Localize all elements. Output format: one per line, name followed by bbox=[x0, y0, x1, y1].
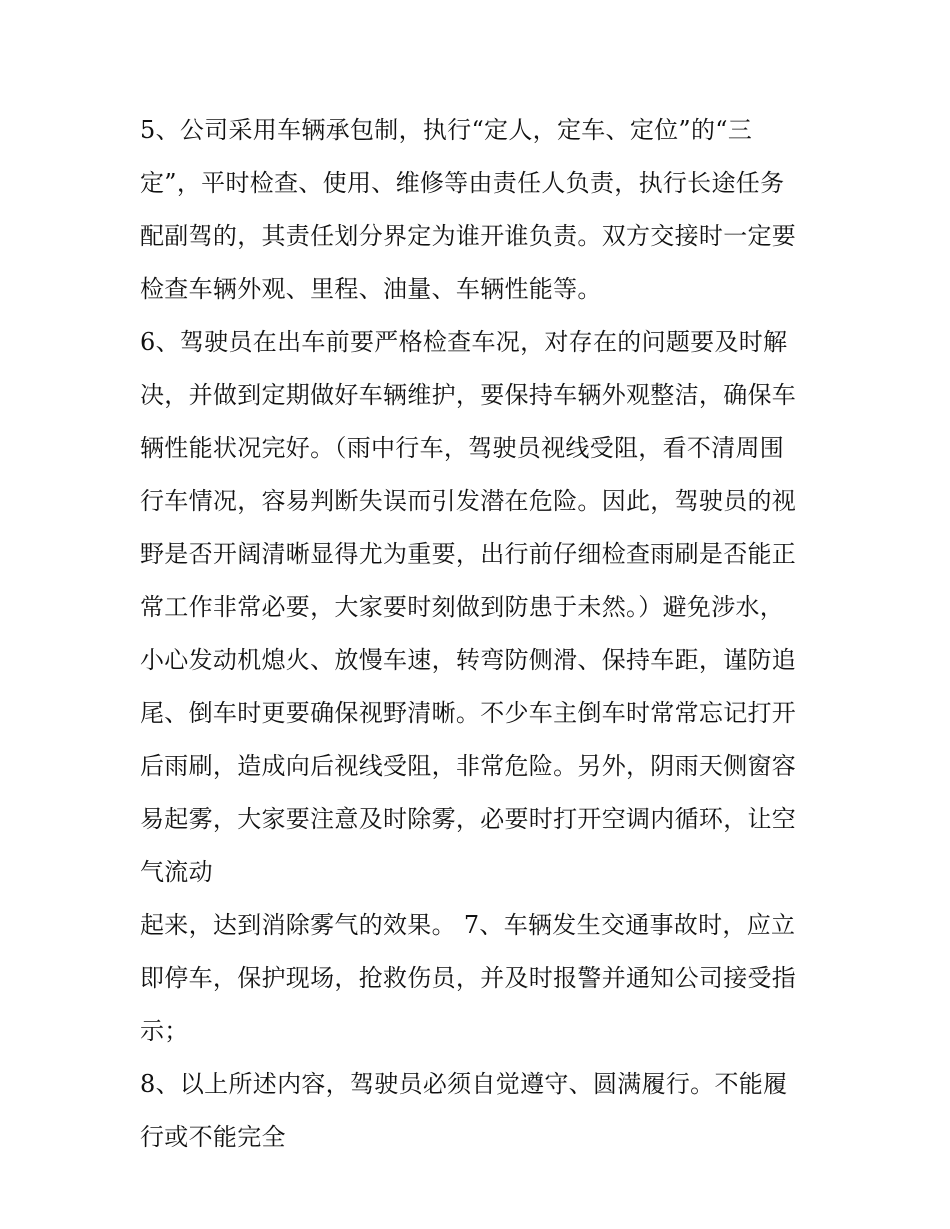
text-line: 8、以上所述内容，驾驶员必须自觉遵守、圆满履行。不能履 bbox=[140, 1070, 788, 1098]
text-line: 行或不能完全 bbox=[140, 1123, 286, 1151]
text-line: 尾、倒车时更要确保视野清晰。不少车主倒车时常常忘记打开 bbox=[140, 699, 797, 727]
text-line: 气流动 bbox=[140, 858, 213, 886]
text-line: 配副驾的，其责任划分界定为谁开谁负责。双方交接时一定要 bbox=[140, 222, 797, 250]
text-line: 定”，平时检查、使用、维修等由责任人负责，执行长途任务 bbox=[140, 169, 785, 197]
text-line: 起来，达到消除雾气的效果。 7、车辆发生交通事故时，应立 bbox=[140, 911, 796, 939]
text-line: 易起雾，大家要注意及时除雾，必要时打开空调内循环，让空 bbox=[140, 805, 797, 833]
text-line: 行车情况，容易判断失误而引发潜在危险。因此，驾驶员的视 bbox=[140, 487, 797, 515]
text-line: 常工作非常必要，大家要时刻做到防患于未然。）避免涉水， bbox=[140, 593, 785, 621]
text-line: 5、公司采用车辆承包制，执行“定人，定车、定位”的“三 bbox=[140, 116, 753, 144]
text-line: 野是否开阔清晰显得尤为重要，出行前仔细检查雨刷是否能正 bbox=[140, 540, 797, 568]
text-line: 即停车，保护现场，抢救伤员，并及时报警并通知公司接受指 bbox=[140, 964, 797, 992]
document-body bbox=[140, 104, 820, 1164]
text-line: 辆性能状况完好。（雨中行车，驾驶员视线受阻，看不清周围 bbox=[140, 434, 785, 462]
text-line: 后雨刷，造成向后视线受阻，非常危险。另外，阴雨天侧窗容 bbox=[140, 752, 797, 780]
text-line: 决，并做到定期做好车辆维护，要保持车辆外观整洁，确保车 bbox=[140, 381, 797, 409]
text-line: 示； bbox=[140, 1017, 189, 1045]
text-line: 6、驾驶员在出车前要严格检查车况，对存在的问题要及时解 bbox=[140, 328, 788, 356]
text-line: 小心发动机熄火、放慢车速，转弯防侧滑、保持车距，谨防追 bbox=[140, 646, 797, 674]
text-line: 检查车辆外观、里程、油量、车辆性能等。 bbox=[140, 275, 602, 303]
